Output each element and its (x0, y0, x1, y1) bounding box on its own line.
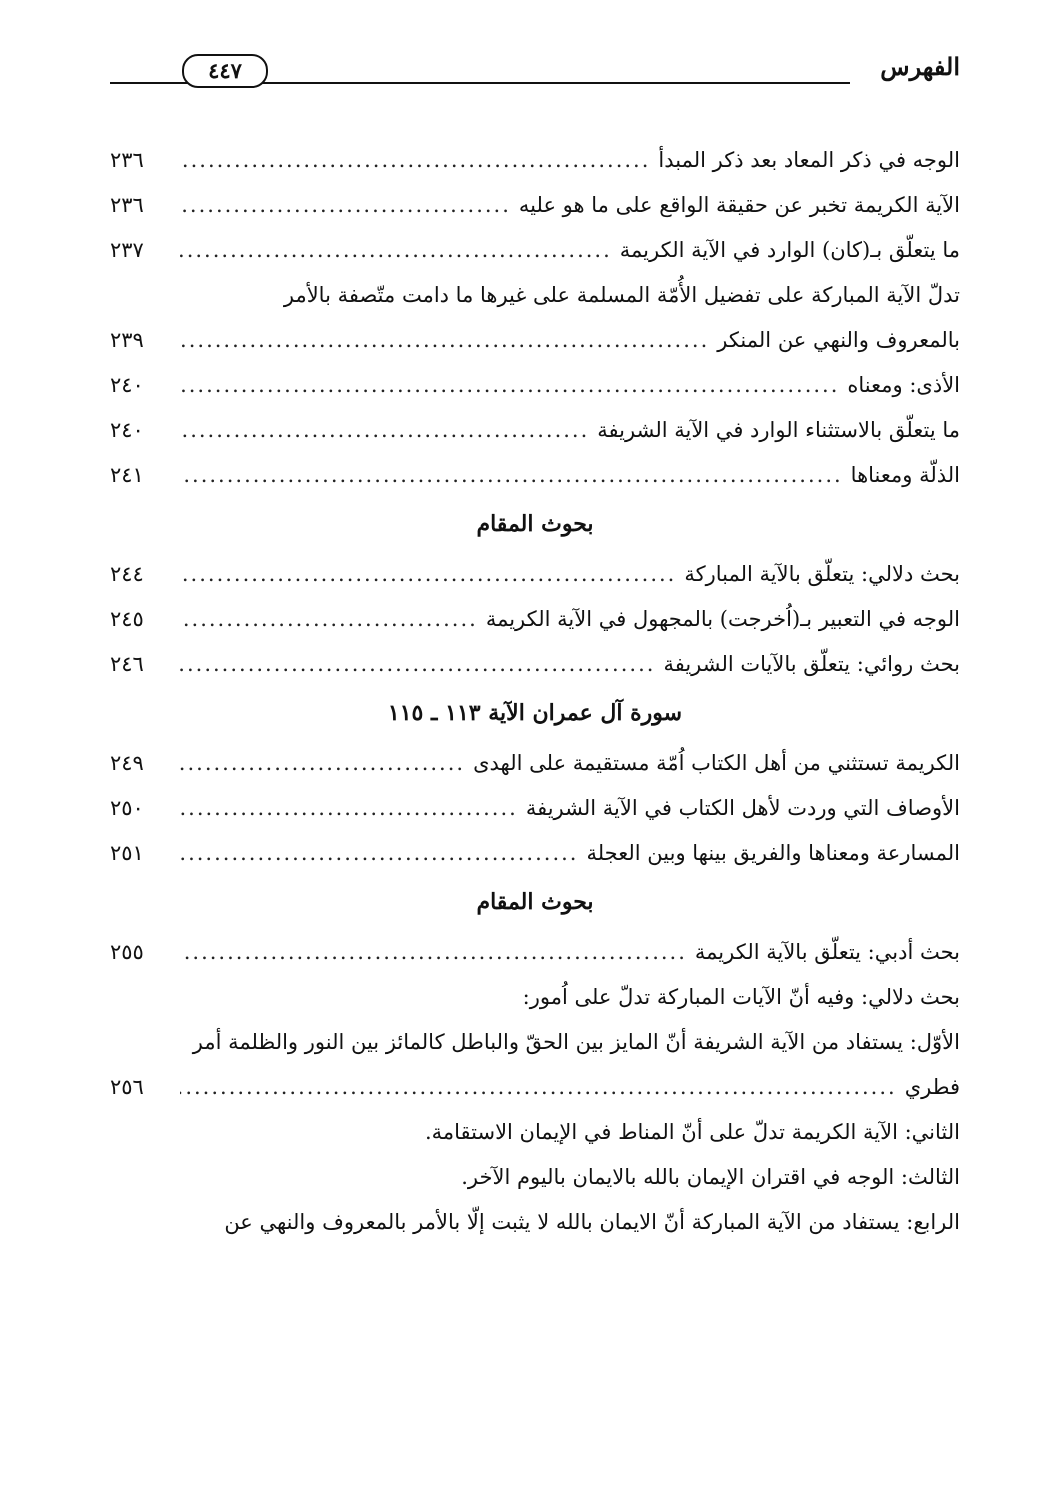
toc-page-number: ٢٥٠ (110, 795, 144, 820)
toc-entry (110, 929, 960, 974)
dot-leader (180, 607, 478, 631)
dot-leader (180, 652, 655, 676)
toc-text-line (110, 272, 960, 317)
table-of-contents (110, 137, 960, 1244)
toc-text-line (110, 974, 960, 1019)
toc-entry-text: ما يتعلّق بالاستثناء الوارد في الآية الشريفة (597, 417, 960, 442)
dot-leader (180, 148, 650, 172)
toc-entry-text: بحث أدبي: يتعلّق بالآية الكريمة (694, 939, 960, 964)
toc-page-number: ٢٣٦ (110, 147, 144, 172)
toc-page-number: ٢٤٠ (110, 417, 144, 442)
toc-entry-text: الذلّة ومعناها (850, 462, 960, 487)
toc-entry (110, 740, 960, 785)
toc-page-number: ٢٤٦ (110, 651, 144, 676)
toc-entry-text: بحث دلالي: يتعلّق بالآية المباركة (684, 561, 960, 586)
toc-entry-text: الثاني: الآية الكريمة تدلّ على أنّ المناط في الإيمان الاستقامة. (424, 1119, 960, 1144)
dot-leader (180, 418, 589, 442)
toc-entry-text: الوجه في ذكر المعاد بعد ذكر المبدأ (658, 147, 960, 172)
toc-entry-text: بالمعروف والنهي عن المنكر (717, 327, 960, 352)
toc-entry (110, 407, 960, 452)
toc-entry (110, 1064, 960, 1109)
toc-entry (110, 830, 960, 875)
page-number-badge: ٤٤٧ (182, 54, 268, 88)
toc-page-number: ٢٣٧ (110, 237, 144, 262)
section-heading: سورة آل عمران الآية ١١٣ ـ ١١٥ (387, 700, 683, 726)
dot-leader (180, 841, 578, 865)
toc-entry (110, 641, 960, 686)
dot-leader (180, 1075, 897, 1099)
toc-entry-text: الأذى: ومعناه (847, 372, 960, 397)
toc-page-number: ٢٥٥ (110, 939, 144, 964)
toc-page-number: ٢٥١ (110, 840, 144, 865)
toc-text-line (110, 1109, 960, 1154)
toc-entry (110, 551, 960, 596)
toc-text-line (110, 1019, 960, 1064)
toc-entry (110, 182, 960, 227)
dot-leader (180, 463, 843, 487)
toc-entry (110, 137, 960, 182)
toc-entry-text: بحث دلالي: وفيه أنّ الآيات المباركة تدلّ على اُمور: (522, 984, 960, 1009)
toc-entry-text: المسارعة ومعناها والفريق بينها وبين العجلة (586, 840, 960, 865)
toc-page-number: ٢٥٦ (110, 1074, 144, 1099)
toc-page-number: ٢٤٩ (110, 750, 144, 775)
toc-page-number: ٢٣٦ (110, 192, 144, 217)
toc-entry (110, 227, 960, 272)
page-header (110, 50, 960, 90)
toc-entry (110, 362, 960, 407)
toc-page-number: ٢٤٠ (110, 372, 144, 397)
toc-entry-text: تدلّ الآية المباركة على تفضيل الأُمّة المسلمة على غيرها ما دامت متّصفة بالأمر (283, 282, 960, 307)
dot-leader (180, 940, 687, 964)
toc-page-number: ٢٤١ (110, 462, 144, 487)
toc-entry (110, 785, 960, 830)
toc-entry-text: الأوّل: يستفاد من الآية الشريفة أنّ المايز بين الحقّ والباطل كالمائز بين النور والظلمة أمر (192, 1029, 960, 1054)
toc-entry-text: فطري (904, 1074, 960, 1099)
toc-entry-text: ما يتعلّق بـ(كان) الوارد في الآية الكريمة (619, 237, 960, 262)
toc-entry-text: الثالث: الوجه في اقتران الإيمان بالله بالايمان باليوم الآخر. (461, 1164, 960, 1189)
toc-page-number: ٢٤٤ (110, 561, 144, 586)
dot-leader (180, 193, 511, 217)
toc-entry-text: الآية الكريمة تخبر عن حقيقة الواقع على ما هو عليه (518, 192, 960, 217)
section-heading: بحوث المقام (476, 511, 594, 537)
dot-leader (180, 328, 709, 352)
toc-entry-text: الرابع: يستفاد من الآية المباركة أنّ الايمان بالله لا يثبت إلّا بالأمر بالمعروف والنهي عن (224, 1209, 960, 1234)
dot-leader (180, 373, 839, 397)
dot-leader (180, 238, 612, 262)
toc-entry-text: الوجه في التعبير بـ(اُخرجت) بالمجهول في الآية الكريمة (485, 606, 960, 631)
toc-page-number: ٢٤٥ (110, 606, 144, 631)
running-title: الفهرس (880, 52, 960, 81)
dot-leader (180, 562, 676, 586)
toc-entry-text: بحث روائي: يتعلّق بالآيات الشريفة (663, 651, 960, 676)
toc-entry (110, 452, 960, 497)
toc-entry-text: الكريمة تستثني من أهل الكتاب اُمّة مستقيمة على الهدى (473, 750, 960, 775)
toc-entry-text: الأوصاف التي وردت لأهل الكتاب في الآية الشريفة (525, 795, 960, 820)
dot-leader (180, 751, 465, 775)
toc-page-number: ٢٣٩ (110, 327, 144, 352)
section-heading: بحوث المقام (476, 889, 594, 915)
toc-text-line (110, 1199, 960, 1244)
dot-leader (180, 796, 518, 820)
toc-entry (110, 317, 960, 362)
toc-text-line (110, 1154, 960, 1199)
toc-entry (110, 596, 960, 641)
